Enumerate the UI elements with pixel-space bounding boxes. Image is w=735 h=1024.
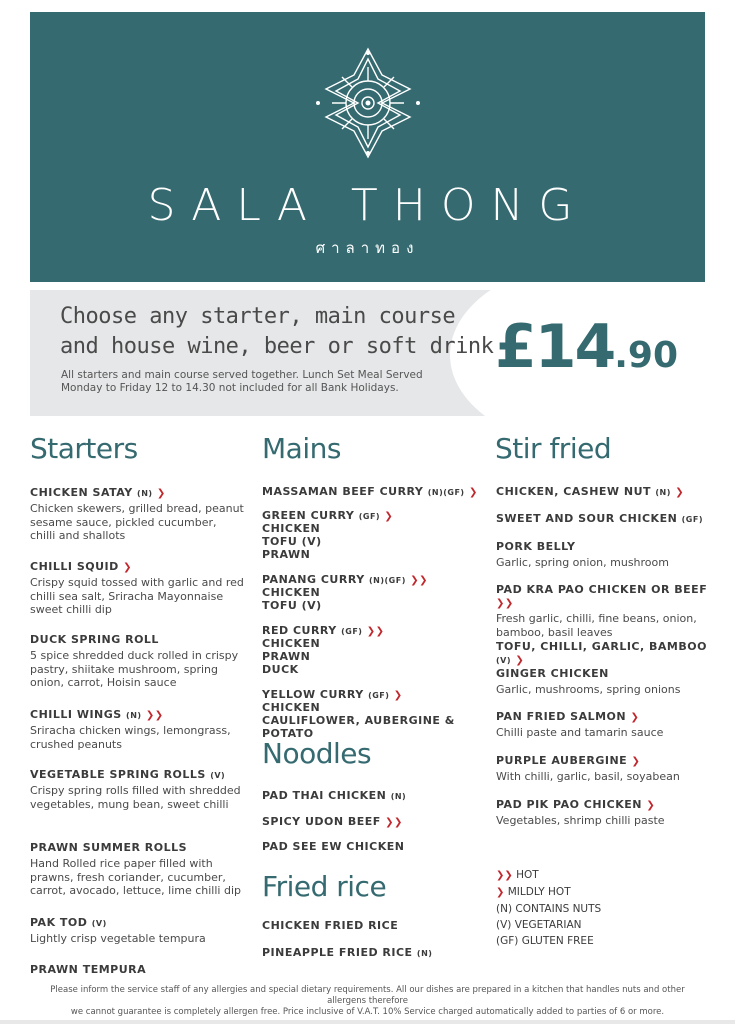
diet-tag: (V) xyxy=(496,656,512,665)
item-options xyxy=(262,522,492,561)
promo-headline xyxy=(60,302,493,362)
option-line: CHICKEN xyxy=(262,701,321,714)
item-title: PAN FRIED SALMON xyxy=(496,710,627,723)
legend-text: (GF) GLUTEN FREE xyxy=(496,935,594,947)
menu-item-name xyxy=(30,963,245,976)
menu-item-name xyxy=(30,768,245,781)
promo-line-2: and house wine, beer or soft drink xyxy=(60,334,494,359)
option-line: CHICKEN xyxy=(262,522,321,535)
item-description: Lightly crisp vegetable tempura xyxy=(30,932,206,945)
menu-item xyxy=(30,768,245,811)
set-price xyxy=(495,312,678,382)
diet-tag: (N)(GF) xyxy=(369,576,406,585)
menu-item xyxy=(496,710,711,740)
menu-item xyxy=(30,633,245,690)
menu-item xyxy=(30,841,245,898)
diet-tag: (N) xyxy=(137,489,153,498)
item-description: Chilli paste and tamarin sauce xyxy=(496,726,664,739)
noodles-heading: Noodles xyxy=(262,737,372,770)
item-title: TOFU, CHILLI, GARLIC, BAMBOO xyxy=(496,640,707,653)
menu-item-name xyxy=(262,946,482,959)
legend-text: (N) CONTAINS NUTS xyxy=(496,903,602,915)
item-description: Vegetables, shrimp chilli paste xyxy=(496,814,665,827)
item-description: Hand Rolled rice paper filled with prawns, fresh coriander, cucumber, carrot, avocado, lettuce, lime chilli dip xyxy=(30,857,241,897)
menu-item-name xyxy=(496,583,711,609)
item-title: CHICKEN FRIED RICE xyxy=(262,919,399,932)
item-title: CHILLI SQUID xyxy=(30,560,119,573)
menu-item-name xyxy=(496,640,711,666)
brand-name: SALA THONG xyxy=(147,180,588,231)
item-description: With chilli, garlic, basil, soyabean xyxy=(496,770,680,783)
menu-item-name xyxy=(30,633,245,646)
menu-item xyxy=(496,798,711,828)
item-description: Sriracha chicken wings, lemongrass, crushed peanuts xyxy=(30,724,231,751)
menu-item xyxy=(496,583,711,639)
item-title: YELLOW CURRY xyxy=(262,688,364,701)
option-line: DUCK xyxy=(262,663,299,676)
item-title: PINEAPPLE FRIED RICE xyxy=(262,946,413,959)
menu-item xyxy=(30,916,245,946)
price-main: £14 xyxy=(495,312,615,382)
stir-fried-section xyxy=(495,432,611,465)
menu-item-name xyxy=(496,798,711,811)
item-title: RED CURRY xyxy=(262,624,337,637)
item-description: Garlic, mushrooms, spring onions xyxy=(496,683,681,696)
item-title: VEGETABLE SPRING ROLLS xyxy=(30,768,206,781)
diet-tag: (N) xyxy=(390,792,407,801)
item-options xyxy=(262,701,492,740)
menu-item xyxy=(262,840,482,853)
item-title: PRAWN TEMPURA xyxy=(30,963,147,976)
option-line: TOFU (V) xyxy=(262,599,322,612)
menu-item-name xyxy=(262,624,492,637)
menu-item xyxy=(30,560,245,617)
chili-icon: ❯ xyxy=(496,887,505,898)
menu-item xyxy=(262,919,482,932)
option-line: CHICKEN xyxy=(262,637,321,650)
diet-tag: (GF) xyxy=(358,512,381,521)
menu-item-name xyxy=(262,573,492,586)
item-title: PANANG CURRY xyxy=(262,573,365,586)
menu-item-name xyxy=(262,919,482,932)
chili-icon: ❯ xyxy=(156,488,166,499)
starters-heading: Starters xyxy=(30,432,138,465)
option-line: PRAWN xyxy=(262,650,311,663)
chili-icon: ❯❯ xyxy=(496,598,514,609)
legend-item xyxy=(496,917,601,933)
item-title: MASSAMAN BEEF CURRY xyxy=(262,485,424,498)
menu-item-name xyxy=(30,916,245,929)
footer-line-2: we cannot guarantee is completely allergen free. Price inclusive of V.A.T. 10% Service charged automatically added to parties of 6 or more. xyxy=(70,1007,665,1017)
diet-tag: (V) xyxy=(210,771,226,780)
diet-tag: (N) xyxy=(655,488,671,497)
legend-item xyxy=(496,867,601,884)
diet-tag: (V) xyxy=(91,919,107,928)
item-title: GREEN CURRY xyxy=(262,509,355,522)
item-description: 5 spice shredded duck rolled in crispy pastry, shiitake mushroom, spring onion, carrot, Hoisin sauce xyxy=(30,649,239,689)
chili-icon: ❯❯ xyxy=(385,817,403,828)
legend-text: HOT xyxy=(516,869,539,881)
menu-item xyxy=(262,573,492,612)
item-title: SPICY UDON BEEF xyxy=(262,815,381,828)
mandala-logo-icon xyxy=(310,45,426,161)
item-title: GINGER CHICKEN xyxy=(496,667,609,680)
item-title: CHILLI WINGS xyxy=(30,708,122,721)
menu-item-name xyxy=(262,840,482,853)
chili-icon: ❯ xyxy=(631,756,641,767)
menu-item-name xyxy=(262,688,492,701)
promo-banner xyxy=(30,290,705,416)
menu-item-name xyxy=(496,710,711,723)
fried-rice-section xyxy=(262,870,386,903)
chili-icon: ❯ xyxy=(384,511,394,522)
menu-item xyxy=(496,540,711,570)
footer-line-1: Please inform the service staff of any allergies and special dietary requirements. All our dishes are prepared in a kitchen that handles nuts and other allergens therefore xyxy=(50,985,685,1006)
menu-item-name xyxy=(496,485,711,498)
legend-text: (V) VEGETARIAN xyxy=(496,919,582,931)
chili-icon: ❯ xyxy=(646,800,656,811)
menu-item xyxy=(30,486,245,543)
chili-icon: ❯ xyxy=(675,487,685,498)
menu-item-name xyxy=(262,789,482,802)
menu-item-name xyxy=(496,754,711,767)
promo-note xyxy=(61,369,441,395)
option-line: TOFU (V) xyxy=(262,535,322,548)
chili-icon: ❯❯ xyxy=(410,575,428,586)
item-title: PORK BELLY xyxy=(496,540,576,553)
menu-item-name xyxy=(496,667,711,680)
menu-item xyxy=(262,624,492,676)
chili-icon: ❯ xyxy=(515,655,525,666)
menu-item xyxy=(496,512,711,525)
mains-heading: Mains xyxy=(262,432,341,465)
starters-section xyxy=(30,432,138,465)
item-description: Garlic, spring onion, mushroom xyxy=(496,556,669,569)
menu-item xyxy=(496,754,711,784)
chili-icon: ❯ xyxy=(393,690,403,701)
menu-item-name xyxy=(496,512,711,525)
header-banner xyxy=(30,12,705,282)
chili-icon: ❯ xyxy=(468,487,478,498)
diet-tag: (GF) xyxy=(681,515,703,524)
item-description: Crispy spring rolls filled with shredded vegetables, mung bean, sweet chilli xyxy=(30,784,241,811)
fried-rice-heading: Fried rice xyxy=(262,870,387,903)
menu-item xyxy=(262,815,482,828)
diet-tag: (N) xyxy=(416,949,433,958)
item-description: Fresh garlic, chilli, fine beans, onion, bamboo, basil leaves xyxy=(496,612,697,639)
diet-tag: (N)(GF) xyxy=(427,488,465,497)
item-description: Crispy squid tossed with garlic and red chilli sea salt, Sriracha Mayonnaise sweet chilli dip xyxy=(30,576,244,616)
promo-note-line-1: All starters and main course served together. Lunch Set Meal Served xyxy=(61,369,423,381)
menu-item xyxy=(496,485,711,498)
menu-item-name xyxy=(496,540,711,553)
menu-item-name xyxy=(30,560,245,573)
menu-item xyxy=(262,509,492,561)
menu-item-name xyxy=(30,841,245,854)
menu-item xyxy=(496,667,711,697)
allergen-legend xyxy=(496,867,601,949)
item-title: PRAWN SUMMER ROLLS xyxy=(30,841,188,854)
item-title: PAD KRA PAO CHICKEN OR BEEF xyxy=(496,583,708,596)
allergy-footer xyxy=(30,985,705,1018)
brand-name-thai: ศาลาทอง xyxy=(315,239,420,257)
menu-item-name xyxy=(262,485,492,498)
menu-item-name xyxy=(262,509,492,522)
promo-line-1: Choose any starter, main course xyxy=(60,304,456,329)
chili-icon: ❯ xyxy=(123,562,132,573)
legend-item xyxy=(496,901,601,917)
option-line: PRAWN xyxy=(262,548,311,561)
chili-icon: ❯❯ xyxy=(145,710,164,721)
stir-fried-heading: Stir fried xyxy=(495,432,612,465)
legend-text: MILDLY HOT xyxy=(507,886,571,898)
item-title: PAK TOD xyxy=(30,916,88,929)
menu-item xyxy=(262,789,482,802)
menu-item xyxy=(262,688,492,740)
option-line: CHICKEN xyxy=(262,586,321,599)
item-title: CHICKEN, CASHEW NUT xyxy=(496,485,652,498)
menu-item xyxy=(262,485,492,498)
menu-item xyxy=(496,640,711,666)
menu-item xyxy=(30,963,245,976)
bottom-bar xyxy=(0,1020,735,1024)
chili-icon: ❯❯ xyxy=(366,626,385,637)
price-cents: .90 xyxy=(614,335,679,376)
menu-item-name xyxy=(262,815,482,828)
promo-note-line-2: Monday to Friday 12 to 14.30 not included for all Bank Holidays. xyxy=(61,382,399,394)
diet-tag: (GF) xyxy=(341,627,363,636)
item-title: SWEET AND SOUR CHICKEN xyxy=(496,512,678,525)
item-title: PAD SEE EW CHICKEN xyxy=(262,840,405,853)
item-title: CHICKEN SATAY xyxy=(30,486,133,499)
noodles-section xyxy=(262,737,371,770)
legend-item xyxy=(496,884,601,901)
item-title: PAD THAI CHICKEN xyxy=(262,789,387,802)
item-title: DUCK SPRING ROLL xyxy=(30,633,159,646)
item-options xyxy=(262,586,492,612)
item-options xyxy=(262,637,492,676)
menu-item-name xyxy=(30,486,245,499)
diet-tag: (N) xyxy=(126,711,142,720)
item-title: PAD PIK PAO CHICKEN xyxy=(496,798,642,811)
item-title: PURPLE AUBERGINE xyxy=(496,754,628,767)
menu-item xyxy=(262,946,482,959)
option-line: CAULIFLOWER, AUBERGINE & POTATO xyxy=(262,714,455,740)
chili-icon: ❯❯ xyxy=(496,870,513,881)
item-description: Chicken skewers, grilled bread, peanut sesame sauce, pickled cucumber, chilli and shallots xyxy=(30,502,244,542)
chili-icon: ❯ xyxy=(630,712,640,723)
mains-section xyxy=(262,432,341,465)
menu-item xyxy=(30,708,245,751)
menu-item-name xyxy=(30,708,245,721)
legend-item xyxy=(496,933,601,949)
diet-tag: (GF) xyxy=(368,691,390,700)
